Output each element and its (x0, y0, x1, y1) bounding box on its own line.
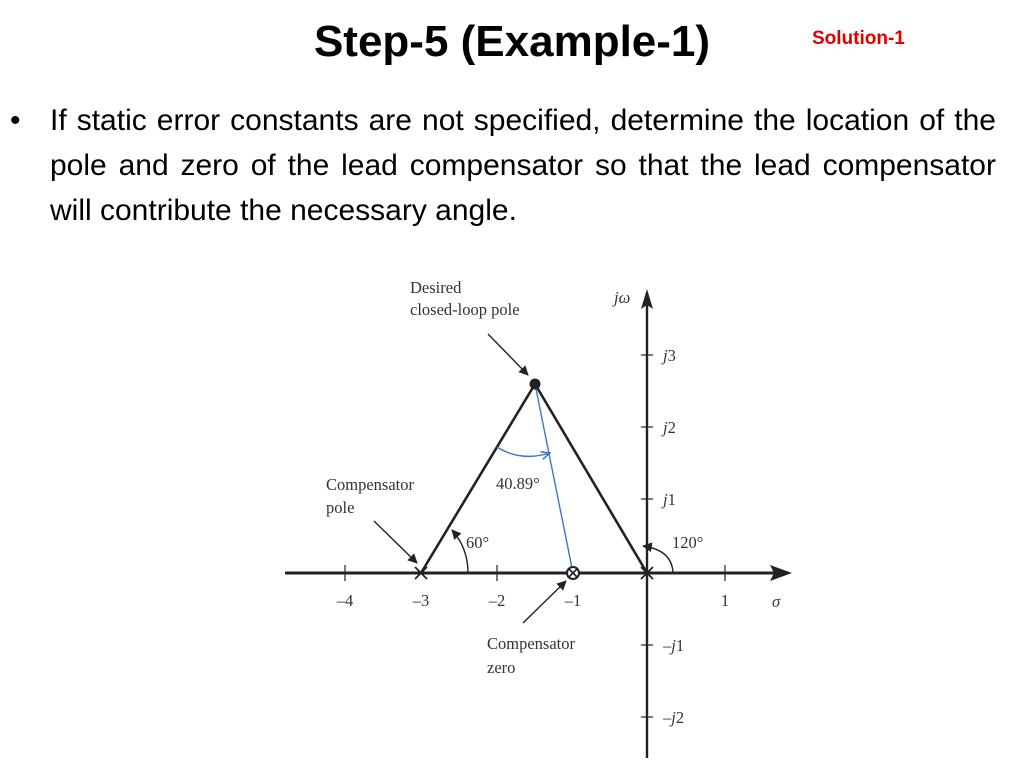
x-tick-label: –1 (564, 591, 582, 610)
x-tick-label: –2 (488, 591, 506, 610)
desired-pointer-arrow (488, 334, 528, 375)
comp-zero-label-line2: zero (487, 658, 516, 677)
angle-arc-center (497, 447, 550, 456)
x-tick-label: –4 (336, 591, 354, 610)
solution-tag: Solution-1 (812, 28, 905, 49)
comp-zero-label-line1: Compensator (487, 634, 575, 653)
y-tick-label: j2 (663, 418, 676, 437)
angle-label-center: 40.89° (496, 474, 540, 493)
y-tick-label: j1 (663, 490, 676, 509)
comp-pole-label-line1: Compensator (326, 475, 414, 494)
desired-label-line2: closed-loop pole (410, 300, 520, 319)
comp-pole-label-line2: pole (326, 498, 355, 517)
angle-label-120: 120° (672, 533, 704, 552)
desired-pole-dot (530, 379, 541, 390)
origin-to-desired-line (535, 384, 647, 573)
desired-label-line1: Desired (410, 278, 462, 297)
bullet-text: If static error constants are not specified, determine the location of the pole and zero of the lead compensator so that the lead compensator will contribute the necessary angle. (50, 104, 996, 227)
comp-pole-pointer-arrow (374, 521, 417, 563)
x-tick-label: 1 (720, 591, 730, 610)
imag-axis-label: jω (614, 288, 631, 307)
comp-zero-marker (567, 567, 579, 579)
y-tick-label: –j2 (663, 708, 685, 727)
slide-title-text: Step-5 (Example-1) (313, 17, 711, 66)
x-tick-label: –3 (412, 591, 430, 610)
bullet-dot: • (10, 104, 21, 137)
zero-to-desired-line (535, 384, 573, 573)
angle-label-60: 60° (466, 533, 490, 552)
y-tick-label: j3 (663, 346, 676, 365)
y-tick-label: –j1 (663, 636, 685, 655)
real-axis-label: σ (772, 592, 781, 611)
comp-zero-pointer-arrow (523, 581, 566, 623)
